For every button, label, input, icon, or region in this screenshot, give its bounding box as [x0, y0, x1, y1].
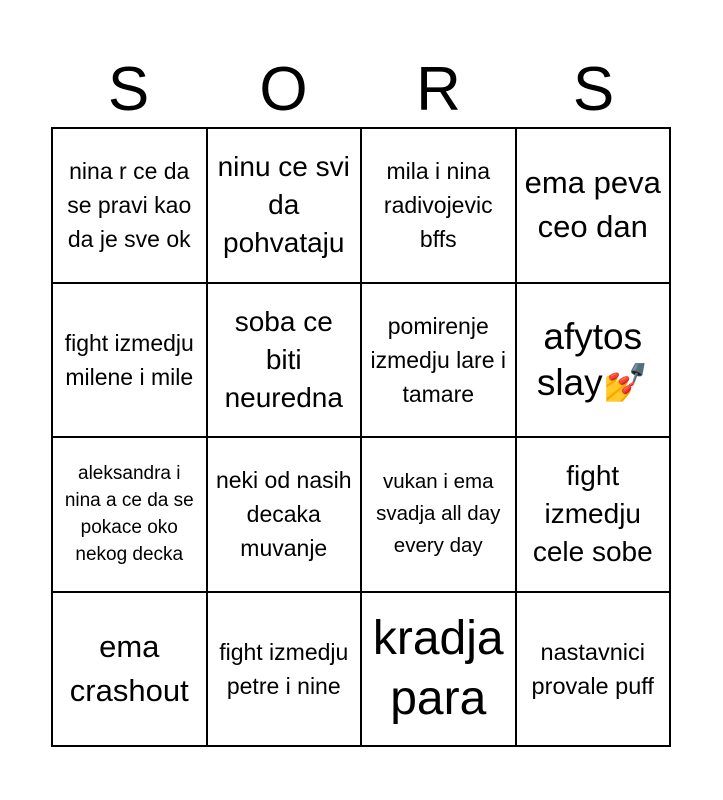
bingo-cell[interactable]: [208, 284, 363, 439]
bingo-cell-text: ninu ce svi da pohvataju: [217, 151, 350, 259]
bingo-header: [51, 52, 671, 128]
bingo-cell-text: fight izmedju milene i mile: [64, 329, 194, 390]
bingo-cell[interactable]: [362, 284, 517, 439]
bingo-cell[interactable]: [362, 129, 517, 284]
bingo-cell-text: nastavnici provale puff: [531, 638, 654, 699]
bingo-cell[interactable]: [517, 438, 672, 593]
header-letter-o: O: [259, 55, 308, 124]
bingo-cell[interactable]: [517, 284, 672, 439]
bingo-cell-text: mila i nina radivojevic bffs: [383, 158, 493, 253]
bingo-cell-text: nina r ce da se pravi kao da je sve ok: [67, 158, 192, 253]
bingo-cell[interactable]: [517, 129, 672, 284]
header-letter-s1: S: [107, 55, 150, 124]
bingo-cell-text: pomirenje izmedju lare i tamare: [370, 312, 506, 407]
bingo-cell-text: kradja para: [372, 611, 504, 725]
bingo-grid: [51, 127, 671, 747]
bingo-cell[interactable]: [517, 593, 672, 748]
bingo-cell[interactable]: [208, 129, 363, 284]
bingo-cell-text: afytos slay💅: [536, 315, 649, 403]
bingo-cell[interactable]: [208, 438, 363, 593]
bingo-cell-text: fight izmedju cele sobe: [532, 460, 653, 568]
bingo-cell[interactable]: [53, 284, 208, 439]
bingo-cell[interactable]: [362, 438, 517, 593]
bingo-cell-text: soba ce biti neuredna: [224, 305, 343, 413]
bingo-cell[interactable]: [53, 129, 208, 284]
bingo-cell[interactable]: [362, 593, 517, 748]
bingo-cell[interactable]: [53, 593, 208, 748]
bingo-cell[interactable]: [53, 438, 208, 593]
header-letter-r: R: [416, 55, 461, 124]
bingo-cell-text: vukan i ema svadja all day every day: [376, 470, 501, 558]
bingo-cell-text: fight izmedju petre i nine: [219, 638, 349, 699]
bingo-cell-text: neki od nasih decaka muvanje: [215, 467, 352, 562]
bingo-cell-text: aleksandra i nina a ce da se pokace oko nekog decka: [64, 463, 194, 566]
bingo-cell-text: ema crashout: [69, 628, 189, 708]
bingo-cell[interactable]: [208, 593, 363, 748]
header-letter-s2: S: [572, 55, 615, 124]
bingo-cell-text: ema peva ceo dan: [524, 165, 661, 245]
